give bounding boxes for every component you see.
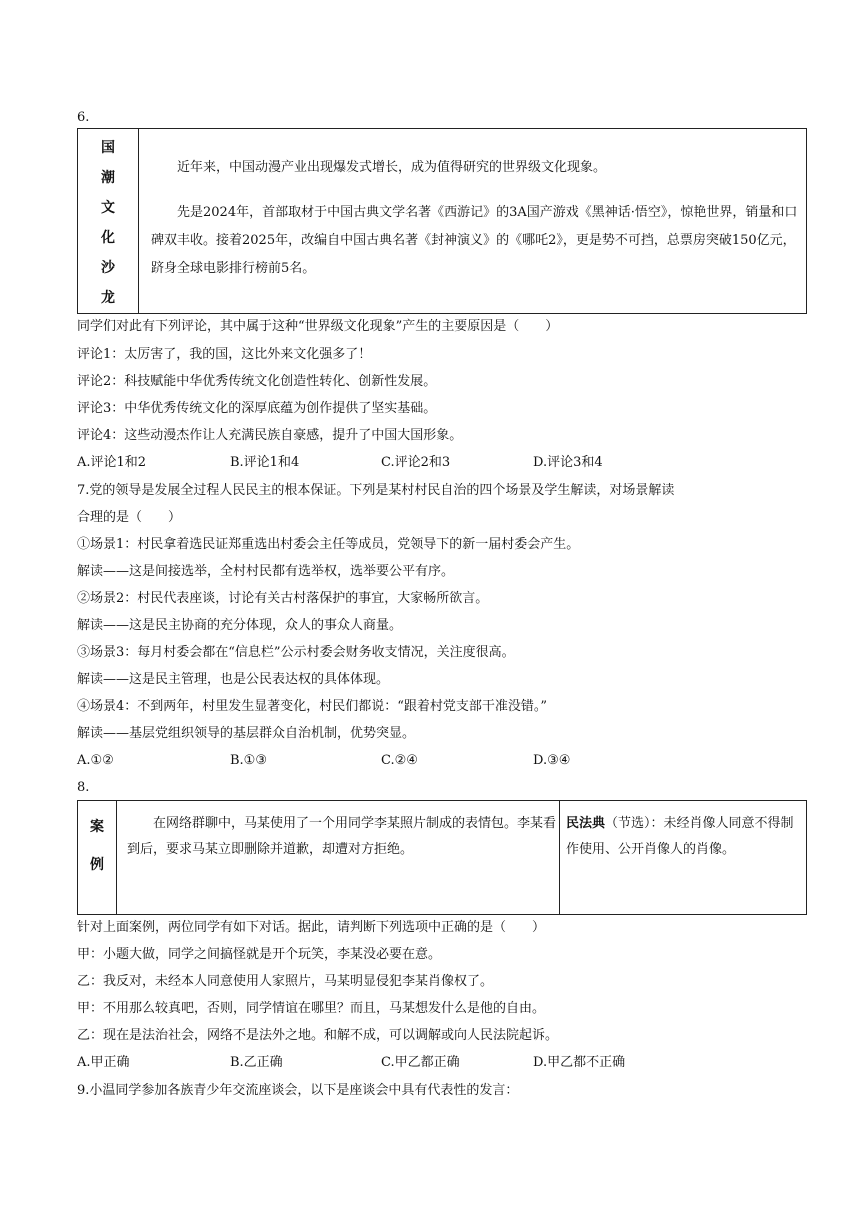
q8-law-text: （节选）：未经肖像人同意不得制作使用、公开肖像人的肖像。 <box>566 816 794 857</box>
q7-stem-line-1: 7.党的领导是发展全过程人民民主的根本保证。下列是某村村民自治的四个场景及学生解读，对场景解读 <box>77 483 675 498</box>
q6-option-c: C.评论2和3 <box>381 455 451 470</box>
q6-paragraph-1: 近年来，中国动漫产业出现爆发式增长，成为值得研究的世界级文化现象。 <box>177 160 607 175</box>
q7-line: 解读——这是民主协商的充分体现，众人的事众人商量。 <box>77 618 403 633</box>
q7-line: 解读——这是间接选举，全村村民都有选举权，选举要公平有序。 <box>77 564 455 579</box>
q8-dialog-line: 乙：我反对，未经本人同意使用人家照片，马某明显侵犯李某肖像权了。 <box>77 974 494 989</box>
q7-option-d: D.③④ <box>533 753 571 768</box>
q8-dialog-line: 乙：现在是法治社会，网络不是法外之地。和解不成，可以调解或向人民法院起诉。 <box>77 1028 559 1043</box>
q6-info-box <box>77 128 807 314</box>
q6-comment: 评论2：科技赋能中华优秀传统文化创造性转化、创新性发展。 <box>77 374 437 389</box>
q6-side-char: 化 <box>101 230 115 246</box>
q6-side-char: 潮 <box>101 170 115 186</box>
q8-case-box <box>77 800 807 915</box>
q7-line: 解读——这是民主管理，也是公民表达权的具体体现。 <box>77 672 390 687</box>
q6-option-d: D.评论3和4 <box>533 455 603 470</box>
q7-option-c: C.②④ <box>381 753 418 768</box>
q7-line: ②场景2：村民代表座谈，讨论有关古村落保护的事宜，大家畅所欲言。 <box>77 591 489 606</box>
q6-question: 同学们对此有下列评论，其中属于这种“世界级文化现象”产生的主要原因是（ ） <box>77 319 559 334</box>
q6-comment: 评论3：中华优秀传统文化的深厚底蕴为创作提供了坚实基础。 <box>77 401 437 416</box>
q6-side-label <box>78 129 139 314</box>
q8-side-label <box>78 801 117 915</box>
q8-law-text-block <box>566 811 802 863</box>
q8-law-title: 民法典 <box>566 816 606 831</box>
q8-case-cell <box>117 801 560 915</box>
q7-line: ③场景3：每月村委会都在“信息栏”公示村委会财务收支情况，关注度很高。 <box>77 645 515 660</box>
q7-line: ④场景4：不到两年，村里发生显著变化，村民们都说：“跟着村党支部干准没错。” <box>77 699 548 714</box>
q6-paragraph-2: 先是2024年，首部取材于中国古典文学名著《西游记》的3A国产游戏《黑神话·悟空》，惊艳世界，销量和口碑双丰收。接着2025年，改编自中国古典名著《封神演义》的《哪吒2》，更是势不可挡，总票房突破150亿元，跻身全球电影排行榜前5名。 <box>151 205 798 276</box>
q8-law-cell <box>560 801 807 915</box>
q8-option-d: D.甲乙都不正确 <box>533 1055 626 1070</box>
q6-side-char: 沙 <box>101 260 115 276</box>
q6-side-char: 龙 <box>101 290 115 306</box>
question-6-number: 6. <box>77 110 90 125</box>
question-8-number: 8. <box>77 780 90 795</box>
q8-option-a: A.甲正确 <box>77 1055 130 1070</box>
q8-side-char: 案 <box>90 819 104 835</box>
q6-content-cell <box>139 129 807 314</box>
q7-line: ①场景1：村民拿着选民证郑重选出村委会主任等成员，党领导下的新一届村委会产生。 <box>77 537 580 552</box>
q6-comment: 评论4：这些动漫杰作让人充满民族自豪感，提升了中国大国形象。 <box>77 428 463 443</box>
q8-question: 针对上面案例，两位同学有如下对话。据此，请判断下列选项中正确的是（ ） <box>77 920 546 935</box>
q7-line: 解读——基层党组织领导的基层群众自治机制，优势突显。 <box>77 726 416 741</box>
q8-option-b: B.乙正确 <box>230 1055 283 1070</box>
q6-side-char: 国 <box>101 140 115 156</box>
q7-option-b: B.①③ <box>230 753 267 768</box>
q8-option-c: C.甲乙都正确 <box>381 1055 460 1070</box>
q6-option-a: A.评论1和2 <box>77 455 147 470</box>
q6-side-char: 文 <box>101 200 115 216</box>
q7-option-a: A.①② <box>77 753 114 768</box>
q8-dialog-line: 甲：不用那么较真吧，否则，同学情谊在哪里？而且，马某想发什么是他的自由。 <box>77 1001 546 1016</box>
q7-stem-line-2: 合理的是（ ） <box>77 510 182 525</box>
q6-comment: 评论1：太厉害了，我的国，这比外来文化强多了！ <box>77 347 372 362</box>
q8-case-text: 在网络群聊中，马某使用了一个用同学李某照片制成的表情包。李某看到后，要求马某立即删除并道歉，却遭对方拒绝。 <box>127 816 557 857</box>
q6-option-b: B.评论1和4 <box>230 455 300 470</box>
q8-dialog-line: 甲：小题大做，同学之间搞怪就是开个玩笑，李某没必要在意。 <box>77 947 442 962</box>
q8-side-char: 例 <box>90 857 104 873</box>
q9-stem: 9.小温同学参加各族青少年交流座谈会，以下是座谈会中具有代表性的发言： <box>77 1083 519 1098</box>
